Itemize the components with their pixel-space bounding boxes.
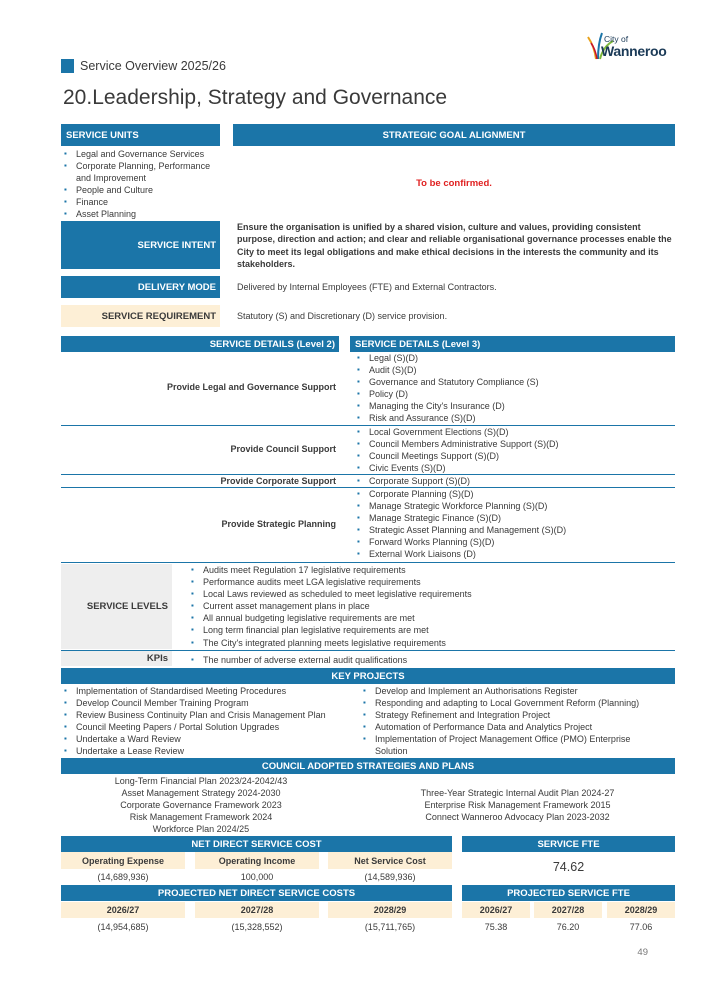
list-item: ▪ Develop and Implement an Authorisations Register (360, 685, 660, 697)
strategy-item: Long-Term Financial Plan 2023/24-2042/43 (114, 776, 288, 786)
page-number: 49 (637, 947, 648, 958)
projected-costs-year (61, 902, 185, 918)
list-item: ▪ Implementation of Project Management Office (PMO) Enterprise Solution (360, 733, 660, 757)
service-levels-label: SERVICE LEVELS (86, 601, 168, 612)
level3-heading: SERVICE DETAILS (Level 3) (355, 338, 481, 350)
list-item: ▪ Automation of Performance Data and Analytics Project (360, 721, 660, 733)
projected-cost-value: (14,954,685) (97, 922, 149, 932)
list-item: ▪ Manage Strategic Finance (S)(D) (354, 512, 674, 524)
year-label: 2027/28 (551, 905, 585, 915)
list-item: ▪ External Work Liaisons (D) (354, 548, 674, 560)
net-service-cost-label: Net Service Cost (354, 855, 426, 866)
year-label: 2028/29 (373, 905, 407, 915)
projected-cost-value: (15,328,552) (231, 922, 283, 932)
list-item: ▪ Forward Works Planning (S)(D) (354, 536, 674, 548)
year-label: 2026/27 (106, 905, 140, 915)
strategies-right-list (360, 787, 675, 823)
projected-costs-year (195, 902, 319, 918)
list-item: ▪ Finance (61, 196, 223, 208)
service-intent-text: Ensure the organisation is unified by a shared vision, culture and values, providing consistent purpose, direction and action; and clear and reliable organisational governance processes enable the City to meet its legal obligations and make ethical decisions in the interests the community and its stakeholders. (237, 222, 672, 269)
projected-fte-year (607, 902, 675, 918)
key-projects-heading: KEY PROJECTS (331, 670, 405, 682)
service-detail-group-name: Provide Strategic Planning (221, 519, 336, 529)
list-item: ▪ Local Government Elections (S)(D) (354, 426, 674, 438)
list-item: ▪ Asset Planning (61, 208, 223, 220)
projected-fte-year (462, 902, 530, 918)
service-detail-group-items (354, 488, 674, 561)
service-detail-group-name: Provide Council Support (230, 444, 336, 454)
list-item: ▪ Manage Strategic Workforce Planning (S)(D) (354, 500, 674, 512)
list-item: ▪ All annual budgeting legislative requirements are met (188, 612, 675, 624)
strategic-goal-header (233, 124, 675, 146)
list-item: ▪ Implementation of Standardised Meeting Procedures (61, 685, 357, 697)
projected-fte-value: 75.38 (484, 922, 508, 932)
strategy-item: Corporate Governance Framework 2023 (120, 800, 282, 811)
list-item: ▪ People and Culture (61, 184, 223, 196)
list-item: ▪ Civic Events (S)(D) (354, 462, 674, 474)
section-marker (61, 59, 74, 73)
service-detail-group-name: Provide Corporate Support (220, 476, 336, 486)
list-item: ▪ The City's integrated planning meets legislative requirements (188, 637, 675, 649)
list-item: ▪ Strategy Refinement and Integration Project (360, 709, 660, 721)
strategy-item: Enterprise Risk Management Framework 2015 (424, 800, 611, 811)
list-item: ▪ The number of adverse external audit qualifications (188, 654, 675, 666)
service-fte-value: 74.62 (552, 860, 585, 874)
list-item: ▪ Audit (S)(D) (354, 364, 674, 376)
service-details-level3-header (350, 336, 675, 352)
net-cost-col-header (61, 852, 185, 869)
kpis-label: KPIs (146, 653, 168, 664)
logo-name-text: Wanneroo (601, 43, 667, 59)
year-label: 2028/29 (624, 905, 658, 915)
projected-costs-heading: PROJECTED NET DIRECT SERVICE COSTS (157, 887, 356, 899)
list-item: ▪ Corporate Support (S)(D) (354, 475, 674, 487)
service-units-list (61, 148, 223, 221)
service-intent-label-box (61, 221, 220, 269)
list-item: ▪ Managing the City's Insurance (D) (354, 400, 674, 412)
key-projects-header (61, 668, 675, 684)
logo-city-text: City of (604, 34, 629, 44)
list-item: ▪ Strategic Asset Planning and Management (S)(D) (354, 524, 674, 536)
strategy-item: Asset Management Strategy 2024-2030 (121, 788, 281, 799)
service-requirement-text: Statutory (S) and Discretionary (D) service provision. (237, 311, 448, 321)
projected-fte-year (534, 902, 602, 918)
projected-fte-value: 77.06 (629, 922, 653, 932)
list-item: ▪ Council Meeting Papers / Portal Solution Upgrades (61, 721, 357, 733)
service-levels-list (188, 564, 675, 649)
operating-expense-value: (14,689,936) (97, 872, 149, 882)
delivery-mode-label-box (61, 276, 220, 298)
net-cost-col-header (195, 852, 319, 869)
level2-heading: SERVICE DETAILS (Level 2) (209, 338, 335, 350)
key-projects-left-list (61, 685, 357, 758)
service-units-heading: SERVICE UNITS (66, 129, 139, 141)
list-item: ▪ Undertake a Lease Review (61, 745, 357, 757)
key-projects-right-list (360, 685, 660, 758)
list-item: ▪ Corporate Planning (S)(D) (354, 488, 674, 500)
service-fte-header (462, 836, 675, 852)
list-item: ▪ Governance and Statutory Compliance (S) (354, 376, 674, 388)
service-details-level2-header (61, 336, 339, 352)
delivery-mode-text: Delivered by Internal Employees (FTE) and External Contractors. (237, 282, 497, 292)
service-intent-label: SERVICE INTENT (137, 239, 216, 251)
strategies-left-list (61, 775, 341, 835)
service-units-header (61, 124, 220, 146)
year-label: 2026/27 (479, 905, 513, 915)
projected-costs-year (328, 902, 452, 918)
list-item: ▪ Review Business Continuity Plan and Crisis Management Plan (61, 709, 357, 721)
list-item: ▪ Performance audits meet LGA legislative requirements (188, 576, 675, 588)
net-service-cost-value: (14,589,936) (364, 872, 416, 882)
strategy-item: Workforce Plan 2024/25 (152, 824, 250, 835)
service-detail-group-items (354, 352, 674, 425)
list-item: ▪ Undertake a Ward Review (61, 733, 357, 745)
service-fte-heading: SERVICE FTE (537, 838, 600, 850)
strategies-heading: COUNCIL ADOPTED STRATEGIES AND PLANS (261, 760, 475, 772)
list-item: ▪ Council Members Administrative Support (S)(D) (354, 438, 674, 450)
list-item: ▪ Policy (D) (354, 388, 674, 400)
list-item: ▪ Risk and Assurance (S)(D) (354, 412, 674, 424)
projected-fte-header (462, 885, 675, 901)
list-item: ▪ Council Meetings Support (S)(D) (354, 450, 674, 462)
projected-cost-value: (15,711,765) (364, 922, 416, 932)
delivery-mode-label: DELIVERY MODE (137, 281, 216, 293)
strategic-goal-value: To be confirmed. (416, 178, 492, 189)
kpis-list (188, 654, 675, 666)
list-item: ▪ Develop Council Member Training Program (61, 697, 357, 709)
projected-fte-heading: PROJECTED SERVICE FTE (507, 887, 630, 899)
net-cost-col-header (328, 852, 452, 869)
projected-costs-header (61, 885, 452, 901)
strategies-header (61, 758, 675, 774)
list-item: ▪ Audits meet Regulation 17 legislative requirements (188, 564, 675, 576)
list-item: ▪ Local Laws reviewed as scheduled to meet legislative requirements (188, 588, 675, 600)
strategy-item: Risk Management Framework 2024 (129, 812, 273, 823)
service-detail-group-name: Provide Legal and Governance Support (166, 382, 336, 392)
divider (61, 562, 675, 563)
projected-fte-value: 76.20 (556, 922, 580, 932)
list-item: ▪ Long term financial plan legislative requirements are met (188, 624, 675, 636)
service-detail-group-items (354, 426, 674, 474)
service-requirement-label-box (61, 305, 220, 327)
strategy-item: Connect Wanneroo Advocacy Plan 2023-2032 (425, 812, 610, 823)
list-item: ▪ Corporate Planning, Performance and Improvement (61, 160, 223, 184)
city-logo (586, 29, 676, 63)
list-item: ▪ Legal (S)(D) (354, 352, 674, 364)
section-label: Service Overview 2025/26 (80, 59, 226, 73)
service-detail-group-items (354, 475, 674, 487)
net-cost-heading: NET DIRECT SERVICE COST (191, 838, 322, 850)
net-cost-header (61, 836, 452, 852)
operating-income-label: Operating Income (218, 855, 296, 866)
kpis-label-box (61, 651, 172, 666)
strategic-goal-heading: STRATEGIC GOAL ALIGNMENT (382, 129, 526, 141)
year-label: 2027/28 (240, 905, 274, 915)
list-item: ▪ Legal and Governance Services (61, 148, 223, 160)
strategy-item: Three-Year Strategic Internal Audit Plan 2024-27 (420, 788, 615, 798)
service-levels-label-box (61, 564, 172, 649)
list-item: ▪ Responding and adapting to Local Government Reform (Planning) (360, 697, 660, 709)
page-title: 20.Leadership, Strategy and Governance (63, 86, 448, 109)
operating-expense-label: Operating Expense (81, 855, 165, 866)
service-requirement-label: SERVICE REQUIREMENT (101, 310, 216, 322)
operating-income-value: 100,000 (240, 872, 274, 882)
list-item: ▪ Current asset management plans in place (188, 600, 675, 612)
